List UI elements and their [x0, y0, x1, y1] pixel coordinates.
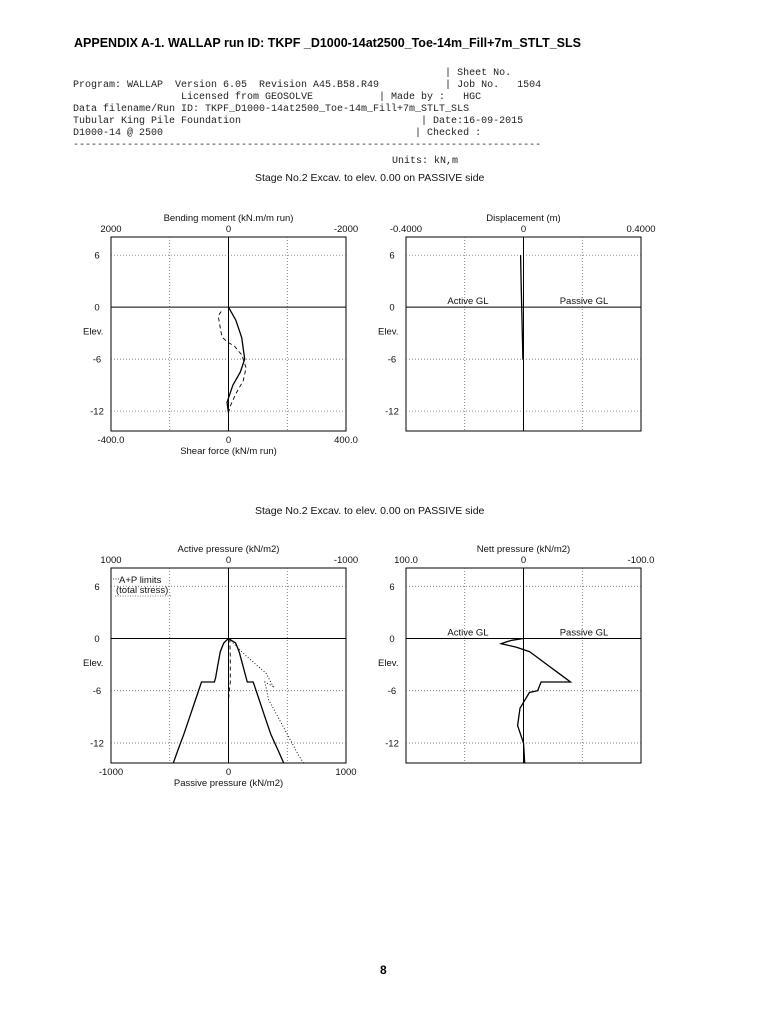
series-line [218, 312, 246, 413]
passive-gl-label: Passive GL [559, 627, 609, 639]
chart-title: Active pressure (kN/m2) [177, 544, 280, 555]
header-line: Licensed from GEOSOLVE | Made by : HGC [73, 92, 482, 103]
y-axis-label: Elev. [378, 326, 399, 338]
header-line: Tubular King Pile Foundation | Date:16-09-2015 [73, 116, 524, 127]
top-tick-label: 0 [225, 555, 232, 566]
top-tick-label: 0 [225, 224, 232, 235]
y-tick-label: -6 [92, 354, 102, 366]
bottom-tick-label: -400.0 [97, 435, 125, 446]
y-axis-label: Elev. [83, 657, 104, 669]
y-tick-label: -12 [385, 738, 399, 750]
bottom-tick-label: 1000 [335, 767, 357, 778]
units-label: Units: kN,m [392, 156, 459, 167]
top-tick-label: 1000 [100, 555, 122, 566]
x-axis-label: Shear force (kN/m run) [180, 446, 277, 457]
top-tick-label: 2000 [100, 224, 122, 235]
top-tick-label: -100.0 [627, 555, 655, 566]
top-tick-label: -1000 [333, 555, 359, 566]
series-line [173, 639, 228, 764]
bottom-tick-label: 400.0 [334, 435, 358, 446]
top-tick-label: 0 [520, 224, 527, 235]
header-line: | Sheet No. [73, 68, 512, 79]
y-tick-label: -12 [90, 406, 104, 418]
y-tick-label: 0 [94, 634, 100, 646]
legend-label: (total stress) [116, 585, 169, 596]
top-tick-label: 100.0 [394, 555, 418, 566]
bottom-tick-label: 0 [225, 435, 232, 446]
header-line: Program: WALLAP Version 6.05 Revision A45.B58.R49 | Job No. 1504 [73, 80, 542, 91]
y-axis-label: Elev. [83, 326, 104, 338]
legend-label: A+P limits [119, 575, 162, 586]
active-gl-label: Active GL [447, 296, 489, 308]
stage-caption: Stage No.2 Excav. to elev. 0.00 on PASSIVE side [255, 172, 485, 184]
chart-title: Displacement (m) [486, 213, 561, 224]
series-line [501, 639, 570, 764]
x-axis-label: Passive pressure (kN/m2) [173, 778, 284, 789]
y-tick-label: 0 [94, 302, 100, 314]
y-tick-label: -6 [92, 686, 102, 698]
page-title: APPENDIX A-1. WALLAP run ID: TKPF _D1000-14at2500_Toe-14m_Fill+7m_STLT_SLS [74, 36, 581, 50]
top-tick-label: 0.4000 [626, 224, 656, 235]
y-tick-label: 0 [389, 634, 395, 646]
y-tick-label: 0 [389, 302, 395, 314]
y-tick-label: 6 [389, 250, 395, 262]
y-tick-label: 6 [94, 581, 100, 593]
bottom-tick-label: -1000 [98, 767, 124, 778]
series-line [227, 307, 245, 413]
active-gl-label: Active GL [447, 627, 489, 639]
y-tick-label: -12 [90, 738, 104, 750]
bottom-tick-label: 0 [225, 767, 232, 778]
y-tick-label: -6 [387, 354, 397, 366]
y-tick-label: -6 [387, 686, 397, 698]
y-tick-label: -12 [385, 406, 399, 418]
chart-title: Nett pressure (kN/m2) [476, 544, 571, 555]
chart-title: Bending moment (kN.m/m run) [163, 213, 294, 224]
top-tick-label: 0 [520, 555, 527, 566]
stage-caption: Stage No.2 Excav. to elev. 0.00 on PASSIVE side [255, 505, 485, 517]
top-tick-label: -2000 [333, 224, 359, 235]
page-number: 8 [380, 963, 387, 977]
y-tick-label: 6 [94, 250, 100, 262]
header-line: Data filename/Run ID: TKPF_D1000-14at2500_Toe-14m_Fill+7m_STLT_SLS [73, 104, 470, 115]
series-line [229, 639, 304, 764]
top-tick-label: -0.4000 [389, 224, 423, 235]
header-line: D1000-14 @ 2500 | Checked : [73, 128, 482, 139]
series-line [229, 639, 284, 764]
y-axis-label: Elev. [378, 657, 399, 669]
header-separator: ------------------------------------------------------------------------------ [73, 140, 542, 151]
y-tick-label: 6 [389, 581, 395, 593]
passive-gl-label: Passive GL [559, 296, 609, 308]
